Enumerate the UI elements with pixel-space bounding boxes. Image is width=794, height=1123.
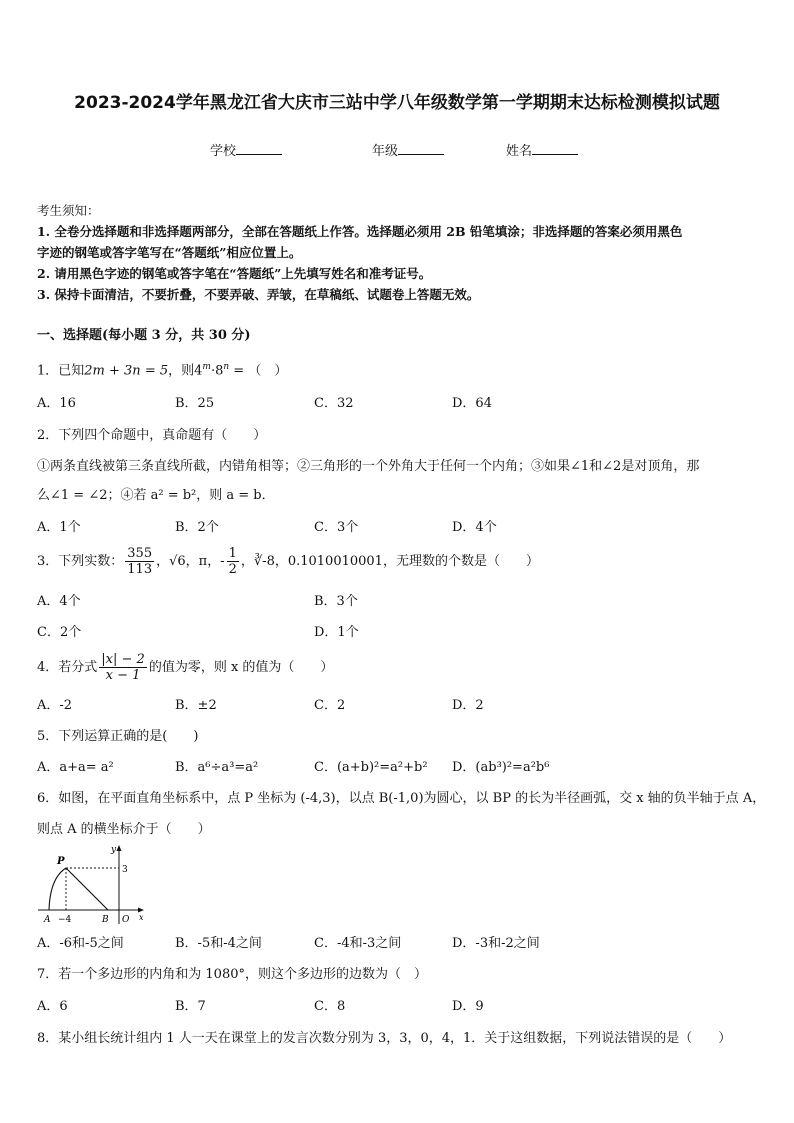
- q7-option-b[interactable]: B．7: [175, 999, 206, 1014]
- notice-item-1-cont: 字迹的钢笔或答字笔写在“答题纸”相应位置上。: [37, 245, 302, 260]
- question-6-line1: 6．如图，在平面直角坐标系中，点 P 坐标为 (-4,3)，以点 B(-1,0)为圆心，以 BP 的长为半径画弧，交 x 轴的负半轴于点 A，: [37, 791, 766, 806]
- q1-condition: 2m + 3n = 5: [84, 363, 169, 379]
- q4-fraction-den: x − 1: [105, 668, 141, 683]
- q1-exp1: m: [202, 362, 211, 372]
- notice-item-3: 3. 保持卡面清洁，不要折叠，不要弄破、弄皱，在草稿纸、试题卷上答题无效。: [37, 287, 480, 302]
- label-p: P: [57, 856, 65, 867]
- q6-option-a[interactable]: A．-6和-5之间: [37, 936, 124, 951]
- question-8-stem: 8．某小组长统计组内 1 人一天在课堂上的发言次数分别为 3，3，0，4，1．关于这组数据，下列说法错误的是（ ）: [37, 1031, 732, 1046]
- grade-field[interactable]: [372, 140, 444, 159]
- question-2-line2: 么∠1 = ∠2；④若 a² = b²，则 a = b．: [37, 488, 275, 503]
- question-2-stem: 2．下列四个命题中，真命题有（ ）: [37, 428, 267, 443]
- q3-option-d[interactable]: D．1个: [314, 625, 359, 640]
- q1-option-b[interactable]: B．25: [175, 396, 215, 411]
- q5-option-a[interactable]: A．a+a= a²: [37, 760, 114, 775]
- q3-items: ，√6，π，-: [156, 554, 225, 569]
- q1-option-c[interactable]: C．32: [314, 396, 354, 411]
- q3-fraction-half: [227, 546, 239, 577]
- q3-half-num: 1: [228, 546, 237, 561]
- q1-option-d[interactable]: D．64: [452, 396, 492, 411]
- label-a: A: [44, 915, 51, 925]
- school-label: 学校: [210, 144, 237, 159]
- grade-blank[interactable]: [398, 142, 444, 155]
- q2-option-a[interactable]: A．1个: [37, 520, 81, 535]
- q1-base1: 4: [194, 363, 203, 379]
- section-heading: 一、选择题(每小题 3 分，共 30 分): [37, 328, 251, 343]
- q5-option-c[interactable]: C．(a+b)²=a²+b²: [314, 760, 428, 775]
- q7-option-d[interactable]: D．9: [452, 999, 484, 1014]
- name-blank[interactable]: [532, 142, 578, 155]
- q7-option-a[interactable]: A．6: [37, 999, 68, 1014]
- q6-figure: [36, 842, 156, 926]
- label-x: x: [139, 913, 144, 922]
- grade-label: 年级: [372, 144, 399, 159]
- q1-dot: ·: [210, 363, 216, 379]
- segment-bp: [66, 868, 108, 910]
- q4-option-b[interactable]: B．±2: [175, 698, 217, 713]
- question-4: [37, 652, 333, 683]
- label-b: B: [102, 915, 109, 925]
- question-1: [37, 358, 287, 380]
- q2-option-b[interactable]: B．2个: [175, 520, 219, 535]
- q6-option-d[interactable]: D．-3和-2之间: [452, 936, 540, 951]
- name-label: 姓名: [506, 144, 533, 159]
- label-minus4: −4: [58, 915, 72, 925]
- question-7-stem: 7．若一个多边形的内角和为 1080°，则这个多边形的边数为（ ）: [37, 967, 427, 982]
- label-o: O: [122, 915, 130, 925]
- q2-option-d[interactable]: D．4个: [452, 520, 497, 535]
- q4-option-d[interactable]: D．2: [452, 698, 484, 713]
- label-three: 3: [122, 865, 128, 875]
- question-5-stem: 5．下列运算正确的是( ): [37, 729, 199, 744]
- exam-title: 2023-2024学年黑龙江省大庆市三站中学八年级数学第一学期期末达标检测模拟试题: [74, 93, 720, 113]
- notice-item-1: 1. 全卷分选择题和非选择题两部分，全部在答题纸上作答。选择题必须用 2B 铅笔填涂；非选择题的答案必须用黑色: [37, 224, 683, 239]
- q3-option-b[interactable]: B．3个: [314, 594, 358, 609]
- q4-option-c[interactable]: C．2: [314, 698, 346, 713]
- question-2-line1: ①两条直线被第三条直线所截，内错角相等；②三角形的一个外角大于任何一个内角；③如果∠1和∠2是对顶角，那: [37, 459, 700, 474]
- q3-fraction-num: 355: [127, 546, 153, 561]
- q4-suffix: 的值为零，则 x 的值为（ ）: [148, 660, 334, 675]
- q2-option-c[interactable]: C．3个: [314, 520, 359, 535]
- q3-fraction-den: 113: [127, 562, 153, 577]
- school-field[interactable]: [210, 140, 282, 159]
- q1-option-a[interactable]: A．16: [37, 396, 76, 411]
- q1-prefix: 1．已知: [37, 363, 85, 379]
- x-axis-arrow: [138, 908, 144, 913]
- question-3: [37, 546, 539, 577]
- q3-fraction-355-113: [125, 546, 154, 577]
- name-field[interactable]: [506, 140, 578, 159]
- y-axis-arrow: [117, 845, 122, 851]
- q1-base2: 8: [215, 363, 224, 379]
- q1-suffix: = （ ）: [229, 363, 288, 379]
- q1-exp2: n: [223, 362, 230, 372]
- q3-tail: ，∛-8，0.1010010001，无理数的个数是（ ）: [240, 554, 539, 569]
- q6-option-c[interactable]: C．-4和-3之间: [314, 936, 402, 951]
- q4-option-a[interactable]: A．-2: [37, 698, 73, 713]
- q3-option-a[interactable]: A．4个: [37, 594, 81, 609]
- question-6-line2: 则点 A 的横坐标介于（ ）: [37, 822, 211, 837]
- q5-option-d[interactable]: D．(ab³)²=a²b⁶: [452, 760, 550, 775]
- q4-fraction-num: |x| − 2: [101, 652, 145, 667]
- q3-half-den: 2: [228, 562, 237, 577]
- q3-prefix: 3．下列实数：: [37, 554, 124, 569]
- q7-option-c[interactable]: C．8: [314, 999, 346, 1014]
- q4-prefix: 4．若分式: [37, 660, 98, 675]
- q1-mid: ，则: [168, 363, 195, 379]
- notice-item-2: 2. 请用黑色字迹的钢笔或答字笔在“答题纸”上先填写姓名和准考证号。: [37, 266, 432, 281]
- q4-fraction: [99, 652, 147, 683]
- q5-option-b[interactable]: B．a⁶÷a³=a²: [175, 760, 259, 775]
- q3-option-c[interactable]: C．2个: [37, 625, 82, 640]
- school-blank[interactable]: [236, 142, 282, 155]
- notice-heading: 考生须知：: [37, 203, 100, 218]
- arc-pa: [49, 868, 66, 910]
- q6-option-b[interactable]: B．-5和-4之间: [175, 936, 262, 951]
- label-y: y: [111, 845, 117, 855]
